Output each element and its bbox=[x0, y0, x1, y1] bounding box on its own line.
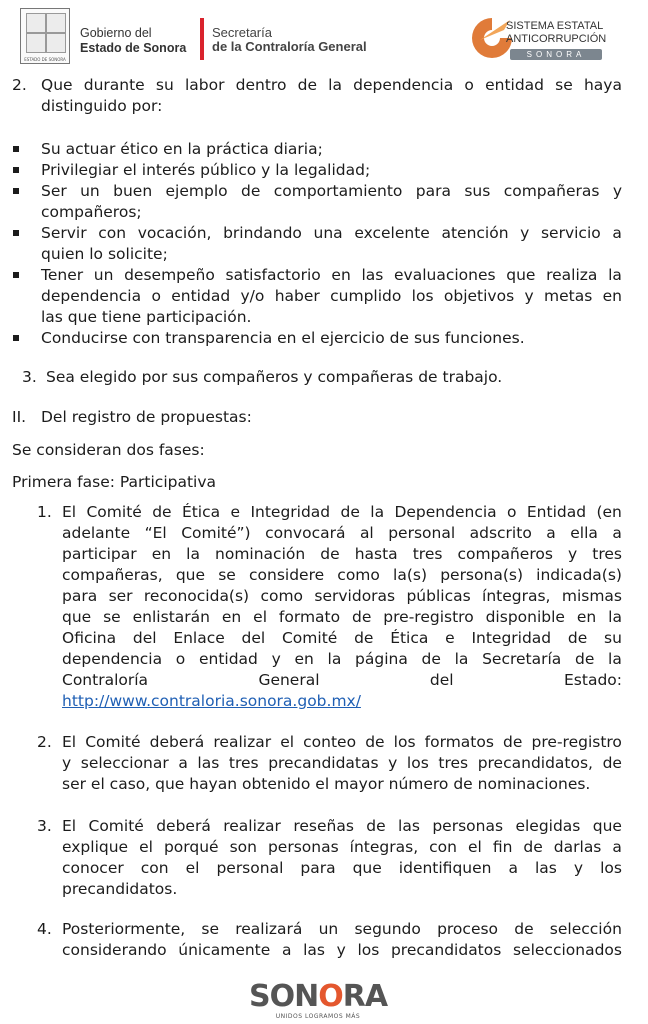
word: explique bbox=[62, 838, 129, 856]
word: enlistarán bbox=[132, 608, 210, 626]
word: tres bbox=[592, 545, 622, 563]
word: durante bbox=[83, 76, 145, 94]
word: personas bbox=[432, 817, 504, 835]
footer-slogan: UNIDOS LOGRAMOS MÁS bbox=[275, 1013, 361, 1020]
item2-line2: distinguido por: bbox=[41, 97, 163, 115]
word: el bbox=[467, 838, 482, 856]
word: compañeras, bbox=[62, 566, 163, 584]
word: atención bbox=[441, 224, 509, 242]
word: nominación bbox=[215, 545, 306, 563]
word: para bbox=[300, 859, 336, 877]
word: íntegras, bbox=[349, 838, 419, 856]
word: vocación, bbox=[137, 224, 212, 242]
brand-letter: S bbox=[248, 979, 270, 1014]
word: compañeras bbox=[503, 182, 600, 200]
sec-line1: Secretaría bbox=[212, 25, 272, 40]
word: de bbox=[320, 545, 340, 563]
word: segundo bbox=[354, 920, 421, 938]
word: excelente bbox=[354, 224, 430, 242]
sec-line2: de la Contraloría General bbox=[212, 39, 367, 54]
word: haber bbox=[274, 287, 320, 305]
word: el bbox=[253, 608, 267, 626]
word: que bbox=[175, 566, 206, 584]
word: dependencia bbox=[62, 650, 163, 668]
word: con bbox=[98, 224, 127, 242]
word: las bbox=[361, 266, 384, 284]
word: de bbox=[421, 650, 441, 668]
word: objetivos bbox=[443, 287, 515, 305]
word: Comité bbox=[88, 817, 144, 835]
word: brindando bbox=[223, 224, 302, 242]
word: o bbox=[464, 76, 474, 94]
word: e bbox=[445, 629, 455, 647]
word: indicada(s) bbox=[536, 566, 622, 584]
word: participar bbox=[62, 545, 137, 563]
bullet-icon bbox=[13, 335, 19, 341]
word: de bbox=[152, 503, 172, 521]
word: Dependencia bbox=[394, 503, 497, 521]
word: realizará bbox=[235, 920, 303, 938]
word: los bbox=[411, 287, 434, 305]
word: con bbox=[140, 859, 169, 877]
bullet-line: quien lo solicite; bbox=[41, 245, 168, 263]
word: las bbox=[197, 754, 220, 772]
word: que bbox=[62, 608, 92, 626]
word: a bbox=[178, 754, 188, 772]
word: tres bbox=[412, 545, 443, 563]
step-line bbox=[62, 607, 622, 628]
item2-line1 bbox=[41, 75, 622, 96]
step-line: precandidatos. bbox=[62, 880, 178, 898]
section-number: II. bbox=[12, 408, 27, 426]
gob-line2: Estado de Sonora bbox=[80, 41, 187, 55]
word: (en bbox=[596, 503, 622, 521]
word: buen bbox=[113, 182, 153, 200]
step-line bbox=[62, 670, 622, 691]
word: persona(s) bbox=[440, 566, 523, 584]
word: Integridad bbox=[250, 503, 331, 521]
word: página bbox=[355, 650, 408, 668]
step-line bbox=[62, 544, 622, 565]
word: o bbox=[175, 650, 186, 668]
word: o bbox=[151, 287, 161, 305]
word: de bbox=[352, 608, 372, 626]
word: metas bbox=[544, 287, 593, 305]
word: íntegras, bbox=[482, 587, 551, 605]
bullet-icon bbox=[13, 230, 19, 236]
word: “El bbox=[144, 524, 167, 542]
word: de bbox=[354, 629, 374, 647]
word: en bbox=[151, 545, 172, 563]
word: El bbox=[62, 817, 77, 835]
word: dentro bbox=[235, 76, 287, 94]
word: sus bbox=[464, 182, 491, 200]
step-number: 4. bbox=[37, 920, 52, 938]
bullet-line: Su actuar ético en la práctica diaria; bbox=[41, 140, 323, 158]
bullet-line: Privilegiar el interés público y la legalidad; bbox=[41, 161, 371, 179]
word: una bbox=[313, 224, 343, 242]
step-line bbox=[62, 837, 622, 858]
word: del bbox=[429, 671, 454, 689]
word: Ser bbox=[41, 182, 67, 200]
word: precandidatas bbox=[268, 754, 379, 772]
word: El bbox=[62, 733, 77, 751]
sonora-logo bbox=[228, 979, 408, 1014]
word: seleccionados bbox=[512, 941, 622, 959]
word: Servir bbox=[41, 224, 87, 242]
word: Tener bbox=[41, 266, 84, 284]
word: hasta bbox=[354, 545, 398, 563]
word: y bbox=[388, 754, 398, 772]
word: únicamente bbox=[178, 941, 271, 959]
word: en bbox=[602, 287, 622, 305]
word: de bbox=[514, 920, 534, 938]
word: dependencia bbox=[41, 287, 142, 305]
phase-title: Primera fase: Participativa bbox=[12, 473, 217, 491]
bullet-icon bbox=[13, 272, 19, 278]
word: Posteriormente, bbox=[62, 920, 186, 938]
word: se bbox=[201, 920, 220, 938]
word: comportamiento bbox=[273, 182, 403, 200]
word: haya bbox=[583, 76, 622, 94]
bullet-icon bbox=[13, 188, 19, 194]
word: Secretaría bbox=[482, 650, 562, 668]
word: y bbox=[612, 182, 622, 200]
sea-logo bbox=[470, 14, 610, 70]
word: la bbox=[608, 608, 622, 626]
word: y bbox=[568, 545, 578, 563]
word: en bbox=[331, 266, 351, 284]
bullet-line bbox=[41, 223, 622, 244]
word: Oficina bbox=[62, 629, 117, 647]
word: ejemplo bbox=[165, 182, 228, 200]
word: del bbox=[132, 629, 157, 647]
word: de bbox=[574, 650, 595, 668]
sea-band: SONORA bbox=[510, 49, 602, 60]
step-line bbox=[62, 732, 622, 753]
word: Entidad bbox=[526, 503, 587, 521]
word: en bbox=[294, 650, 314, 668]
word: General bbox=[258, 671, 320, 689]
word: labor bbox=[184, 76, 225, 94]
word: los bbox=[600, 859, 622, 877]
word: la bbox=[370, 503, 385, 521]
word: Que bbox=[41, 76, 73, 94]
word: porqué bbox=[163, 838, 219, 856]
word: darlas bbox=[553, 838, 602, 856]
step-line bbox=[62, 502, 622, 523]
word: los bbox=[406, 754, 429, 772]
word: un bbox=[93, 266, 114, 284]
word: considerando bbox=[62, 941, 167, 959]
word: la bbox=[327, 650, 342, 668]
word: adelante bbox=[62, 524, 131, 542]
word: el bbox=[280, 733, 295, 751]
step-line bbox=[62, 753, 622, 774]
word: de bbox=[567, 629, 588, 647]
sonora-brand bbox=[249, 979, 387, 1014]
word: pre-registro bbox=[383, 608, 474, 626]
word: para bbox=[62, 587, 98, 605]
word: precandidatos, bbox=[477, 754, 593, 772]
brand-letter: R bbox=[342, 979, 365, 1014]
word: formatos bbox=[424, 733, 494, 751]
word: evaluaciones bbox=[393, 266, 496, 284]
word: la bbox=[454, 650, 469, 668]
word: selección bbox=[549, 920, 622, 938]
word: personal bbox=[216, 859, 284, 877]
contraloria-link[interactable]: http://www.contraloria.sonora.gob.mx/ bbox=[62, 692, 361, 710]
word: que bbox=[506, 266, 536, 284]
word: de bbox=[340, 503, 360, 521]
word: Comité”) bbox=[181, 524, 251, 542]
item-number: 3. bbox=[22, 368, 37, 386]
word: la bbox=[608, 266, 622, 284]
word: como bbox=[337, 566, 380, 584]
word: identifiquen bbox=[398, 859, 492, 877]
word: a bbox=[546, 524, 556, 542]
item-number: 2. bbox=[12, 76, 27, 94]
word: formato bbox=[278, 608, 341, 626]
word: deberá bbox=[149, 733, 205, 751]
section-title: Del registro de propuestas: bbox=[41, 408, 252, 426]
word: considere bbox=[248, 566, 325, 584]
word: de bbox=[503, 733, 523, 751]
step-line bbox=[62, 565, 622, 586]
word: Estado: bbox=[564, 671, 622, 689]
step-line bbox=[62, 649, 622, 670]
word: ella bbox=[570, 524, 598, 542]
step-line bbox=[62, 858, 622, 879]
word: a bbox=[612, 524, 622, 542]
word: en bbox=[576, 608, 597, 626]
page-header bbox=[0, 0, 648, 72]
word: los bbox=[393, 733, 416, 751]
word: Enlace bbox=[173, 629, 225, 647]
word: entidad bbox=[198, 650, 258, 668]
word: a bbox=[612, 838, 622, 856]
word: elegidas bbox=[515, 817, 581, 835]
word: convocará bbox=[265, 524, 346, 542]
word: desempeño bbox=[124, 266, 215, 284]
word: realizar bbox=[213, 733, 272, 751]
word: entidad bbox=[485, 76, 544, 94]
word: realiza bbox=[546, 266, 598, 284]
bullet-icon bbox=[13, 146, 19, 152]
word: se bbox=[103, 608, 121, 626]
sea-line1: SISTEMA ESTATAL bbox=[506, 20, 604, 32]
word: Comité bbox=[281, 629, 338, 647]
word: que bbox=[592, 817, 622, 835]
word: de bbox=[365, 733, 385, 751]
word: se bbox=[555, 76, 573, 94]
word: de bbox=[366, 817, 386, 835]
word: Comité bbox=[85, 733, 141, 751]
word: cumplido bbox=[330, 287, 402, 305]
word: seleccionar bbox=[80, 754, 169, 772]
word: y bbox=[62, 754, 72, 772]
word: pre-registro bbox=[531, 733, 622, 751]
page-footer bbox=[228, 979, 408, 1022]
word: el bbox=[185, 859, 200, 877]
word: Contraloría bbox=[62, 671, 149, 689]
seal-caption: ESTADO DE SONORA bbox=[24, 57, 66, 62]
word: y/o bbox=[240, 287, 265, 305]
word: reconocida(s) bbox=[143, 587, 250, 605]
word: adscrito bbox=[469, 524, 532, 542]
word: a bbox=[508, 859, 518, 877]
word: su bbox=[604, 629, 622, 647]
word: mismas bbox=[561, 587, 622, 605]
word: Integridad bbox=[471, 629, 552, 647]
bullet-line bbox=[41, 181, 622, 202]
word: Ética bbox=[181, 503, 221, 521]
word: personal bbox=[388, 524, 456, 542]
step-line bbox=[62, 919, 622, 940]
word: de bbox=[297, 76, 317, 94]
bullet-icon bbox=[13, 167, 19, 173]
step-line: ser el caso, que hayan obtenido el mayor número de nominaciones. bbox=[62, 775, 591, 793]
word: realizar bbox=[223, 817, 281, 835]
word: las bbox=[398, 817, 420, 835]
step-number: 1. bbox=[37, 503, 52, 521]
word: fin bbox=[492, 838, 513, 856]
word: servidoras bbox=[314, 587, 396, 605]
brand-letter: O bbox=[269, 979, 295, 1014]
state-seal-logo bbox=[20, 8, 70, 64]
word: en bbox=[221, 608, 242, 626]
gob-line1: Gobierno del bbox=[80, 26, 152, 40]
word: conocer bbox=[62, 859, 124, 877]
bullet-line: las que tiene participación. bbox=[41, 308, 252, 326]
word: ser bbox=[108, 587, 133, 605]
word: conteo bbox=[303, 733, 357, 751]
word: y bbox=[336, 941, 346, 959]
word: públicas bbox=[406, 587, 471, 605]
word: tres bbox=[228, 754, 259, 772]
word: de bbox=[602, 754, 622, 772]
word: con bbox=[429, 838, 457, 856]
word: las bbox=[534, 859, 557, 877]
word: su bbox=[155, 76, 174, 94]
item3-text: Sea elegido por sus compañeros y compañeras de trabajo. bbox=[46, 368, 503, 386]
intro-text: Se consideran dos fases: bbox=[12, 441, 205, 459]
gobierno-logo-text bbox=[80, 26, 186, 56]
word: servicio bbox=[540, 224, 601, 242]
word: precandidatos bbox=[390, 941, 502, 959]
word: la bbox=[608, 650, 622, 668]
word: para bbox=[415, 182, 451, 200]
step-line bbox=[62, 586, 622, 607]
word: e bbox=[230, 503, 241, 521]
step-line bbox=[62, 523, 622, 544]
brand-letter: N bbox=[294, 979, 319, 1014]
word: y bbox=[573, 859, 584, 877]
bullet-line: Conducirse con transparencia en el ejercicio de sus funciones. bbox=[41, 329, 525, 347]
word: reseñas bbox=[293, 817, 354, 835]
word: Ética bbox=[390, 629, 429, 647]
word: las bbox=[303, 941, 325, 959]
word: personas bbox=[267, 838, 339, 856]
header-divider bbox=[200, 18, 204, 60]
word: satisfactorio bbox=[225, 266, 321, 284]
word: la(s) bbox=[393, 566, 428, 584]
word: son bbox=[229, 838, 257, 856]
word: de bbox=[523, 838, 543, 856]
brand-letter: O bbox=[318, 979, 343, 1014]
word: el bbox=[139, 838, 153, 856]
word: la bbox=[328, 76, 342, 94]
word: del bbox=[241, 629, 266, 647]
word: de bbox=[240, 182, 261, 200]
word: y bbox=[271, 650, 281, 668]
word: El bbox=[62, 503, 77, 521]
word: disponible bbox=[485, 608, 565, 626]
word: dependencia bbox=[353, 76, 454, 94]
word: un bbox=[80, 182, 100, 200]
word: y bbox=[520, 224, 530, 242]
word: como bbox=[260, 587, 304, 605]
word: tres bbox=[438, 754, 469, 772]
word: compañeros bbox=[457, 545, 553, 563]
step-line bbox=[62, 816, 622, 837]
step-number: 2. bbox=[37, 733, 52, 751]
step-line bbox=[62, 628, 622, 649]
word: un bbox=[318, 920, 339, 938]
word: que bbox=[352, 859, 382, 877]
bullet-line bbox=[41, 286, 622, 307]
word: a bbox=[612, 224, 622, 242]
word: al bbox=[359, 524, 374, 542]
word: entidad bbox=[171, 287, 231, 305]
bullet-line bbox=[41, 265, 622, 286]
bullet-line: compañeros; bbox=[41, 203, 142, 221]
sea-line2: ANTICORRUPCIÓN bbox=[506, 33, 607, 45]
word: proceso bbox=[437, 920, 499, 938]
word: o bbox=[507, 503, 517, 521]
secretaria-logo-text bbox=[212, 26, 367, 54]
word: deberá bbox=[156, 817, 211, 835]
word: y bbox=[524, 287, 534, 305]
step-line bbox=[62, 940, 622, 961]
word: Comité bbox=[86, 503, 142, 521]
word: los bbox=[357, 941, 380, 959]
word: se bbox=[218, 566, 236, 584]
brand-letter: A bbox=[364, 979, 388, 1014]
step-number: 3. bbox=[37, 817, 52, 835]
word: la bbox=[186, 545, 200, 563]
word: a bbox=[281, 941, 292, 959]
